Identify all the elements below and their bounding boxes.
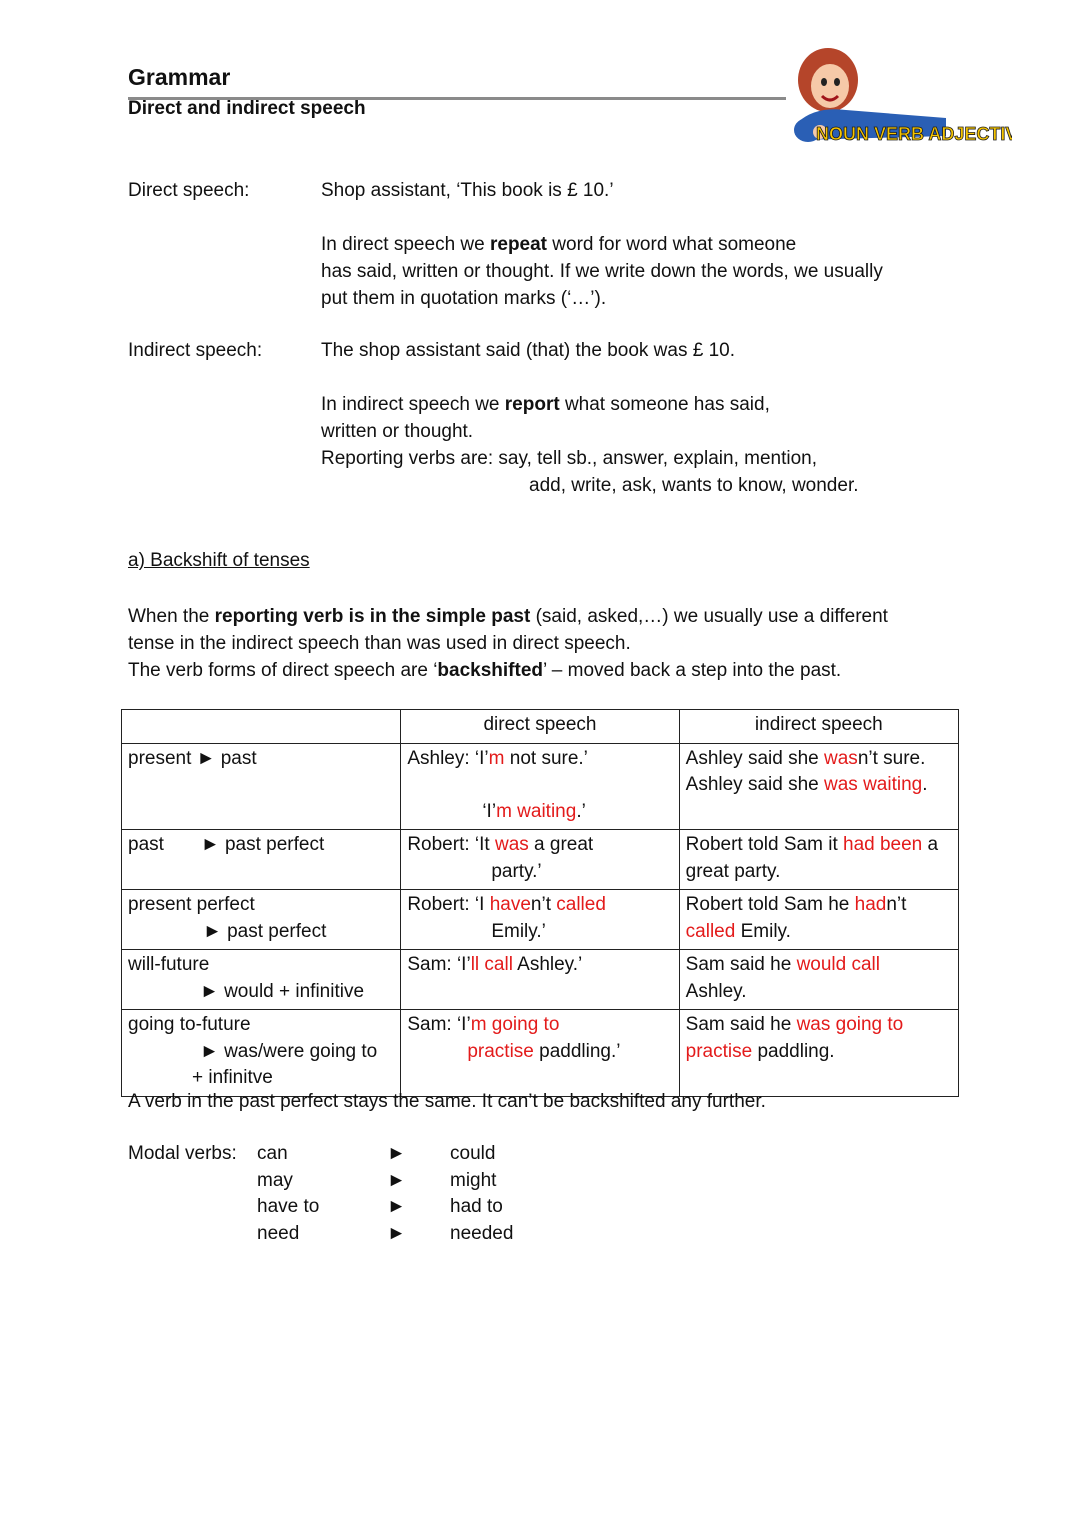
backshift-paragraph: When the reporting verb is in the simple past (said, asked,…) we usually use a different tense in the indirect speech than was used in direct speech. The verb forms of direct speech are ‘backshifted’ – moved back a step into the past. [128,606,888,681]
list-item: might [450,1169,497,1191]
indirect-speech-example: The shop assistant said (that) the book was £ 10. [321,340,736,361]
direct-cell: Robert: ‘It was a great party.’ [401,830,679,890]
logo [786,44,1012,150]
indirect-cell: Sam said he would call Ashley. [679,950,958,1010]
svg-text:NOUN VERB ADJECTIVE: NOUN VERB ADJECTIVE [816,124,1012,144]
page-subtitle: Direct and indirect speech [128,98,366,119]
list-item: need [257,1222,300,1244]
direct-cell: Ashley: ‘I’m not sure.’ ‘I’m waiting.’ [401,743,679,830]
table-header-cell [122,710,401,744]
list-item: may [257,1169,293,1191]
indirect-cell: Robert told Sam he hadn’t called Emily. [679,890,958,950]
past-perfect-note: A verb in the past perfect stays the same. It can’t be backshifted any further. [128,1091,766,1112]
arrow-icon: ► [387,1143,406,1164]
direct-cell: Sam: ‘I’m going to practise paddling.’ [401,1010,679,1097]
modal-from-list [257,1141,319,1247]
table-row [122,830,959,890]
indirect-cell: Robert told Sam it had been a great party. [679,830,958,890]
tense-cell: going to-future ► was/were going to + infinitve [122,1010,401,1097]
tense-cell: present perfect ► past perfect [122,890,401,950]
indirect-speech-label: Indirect speech: [128,340,263,361]
tense-cell: present ► past [122,743,401,830]
list-item: needed [450,1222,514,1244]
section-heading-backshift: a) Backshift of tenses [128,550,310,571]
direct-speech-description: In direct speech we repeat word for word what someone has said, written or thought. If we write down the words, we usually put them in quotation marks (‘…’). [321,234,883,309]
cartoon-girl-icon [786,44,1012,150]
page-title: Grammar [128,64,231,90]
arrow-icon: ► [387,1169,406,1191]
indirect-speech-description: In indirect speech we report what someone has said, written or thought. Reporting verbs are: say, tell sb., answer, explain, mention, add, write, ask, wants to know, wonder. [321,394,859,496]
modal-to-list [450,1141,513,1247]
direct-cell: Robert: ‘I haven’t called Emily.’ [401,890,679,950]
table-row [122,950,959,1010]
table-row [122,743,959,830]
direct-speech-label: Direct speech: [128,180,250,201]
table-header-cell: direct speech [401,710,679,744]
indirect-cell: Ashley said she wasn’t sure. Ashley said she was waiting. [679,743,958,830]
tense-cell: will-future ► would + infinitive [122,950,401,1010]
table-header-row [122,710,959,744]
list-item: can [257,1143,288,1164]
direct-speech-example: Shop assistant, ‘This book is £ 10.’ [321,180,614,201]
list-item: could [450,1143,496,1164]
arrow-icon: ► [387,1196,406,1217]
backshift-table [121,709,959,1097]
list-item: have to [257,1196,320,1217]
list-item: had to [450,1196,503,1217]
table-row [122,890,959,950]
tense-cell: past ► past perfect [122,830,401,890]
arrow-icon: ► [387,1222,406,1244]
modal-verbs-label: Modal verbs: [128,1143,237,1164]
table-header-cell: indirect speech [679,710,958,744]
modal-arrow-list [387,1141,406,1247]
indirect-cell: Sam said he was going to practise paddling. [679,1010,958,1097]
direct-cell: Sam: ‘I’ll call Ashley.’ [401,950,679,1010]
table-row [122,1010,959,1097]
